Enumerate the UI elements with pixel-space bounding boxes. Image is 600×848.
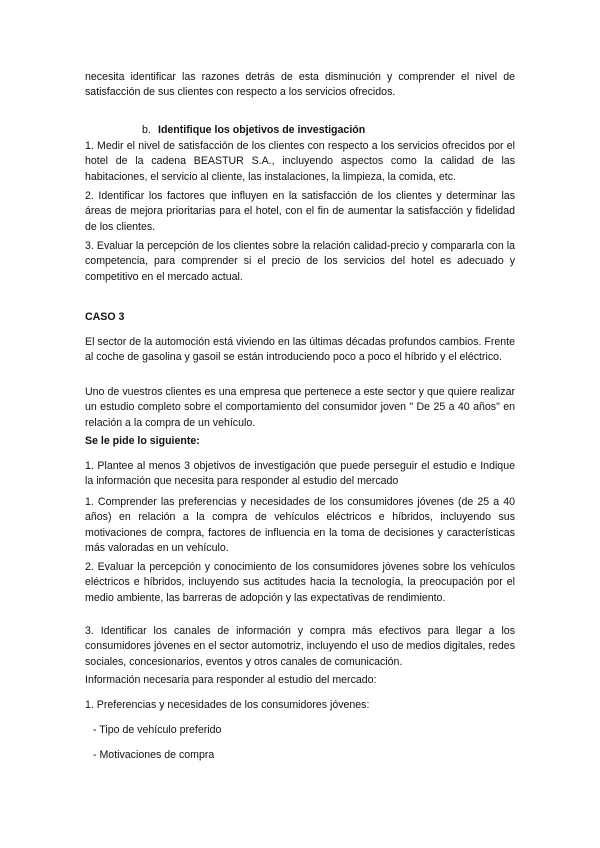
info-sub-item: - Motivaciones de compra	[93, 749, 215, 761]
info-sub-item: - Tipo de vehículo preferido	[93, 724, 222, 736]
caso2-objective-1: 1. Medir el nivel de satisfacción de los clientes con respecto a los servicios ofrecidos por el hotel de la cadena BEASTUR S.A., incluyendo aspectos como la calidad de las habitaciones, el servicio al cliente, las instalaciones, la limpieza, la comida, etc.	[85, 140, 515, 183]
caso3-objective-1: 1. Comprender las preferencias y necesidades de los consumidores jóvenes (de 25 a 40 años) en relación a la compra de vehículos eléctricos e híbridos, incluyendo sus motivaciones de compra, factores de influencia en la toma de decisiones y características más valoradas en un vehículo.	[85, 496, 515, 554]
caso2-objective-2: 2. Identificar los factores que influyen en la satisfacción de los clientes y determinar las áreas de mejora prioritarias para el hotel, con el fin de aumentar la satisfacción y fidelidad de los clientes.	[85, 190, 515, 233]
caso3-title: CASO 3	[85, 311, 125, 323]
section-b-letter: b.	[142, 124, 151, 136]
caso3-objective-3: 3. Identificar los canales de información y compra más efectivos para llegar a los consumidores jóvenes en el sector automotriz, incluyendo el uso de medios digitales, redes sociales, concesionarios, eventos y otros canales de comunicación.	[85, 625, 515, 668]
caso3-task: 1. Plantee al menos 3 objetivos de investigación que puede perseguir el estudio e Indique la información que necesita para responder al estudio del mercado	[85, 460, 515, 488]
caso3-objective-2: 2. Evaluar la percepción y conocimiento de los consumidores jóvenes sobre los vehículos eléctricos e híbridos, incluyendo sus actitudes hacia la tecnología, la preocupación por el medio ambiente, las barreras de adopción y las expectativas de rendimiento.	[85, 561, 515, 604]
caso3-paragraph-1: El sector de la automoción está viviendo en las últimas décadas profundos cambios. Frente al coche de gasolina y gasoil se están introduciendo poco a poco el híbrido y el eléctrico.	[85, 336, 515, 364]
caso3-pide-heading: Se le pide lo siguiente:	[85, 435, 200, 447]
section-b-heading	[142, 123, 522, 138]
intro-paragraph: necesita identificar las razones detrás de esta disminución y comprender el nivel de satisfacción de sus clientes con respecto a los servicios ofrecidos.	[85, 71, 515, 99]
caso3-paragraph-2: Uno de vuestros clientes es una empresa que pertenece a este sector y que quiere realizar un estudio completo sobre el comportamiento del consumidor joven " De 25 a 40 años" en relación a la compra de un vehículo.	[85, 386, 515, 429]
caso2-objective-3: 3. Evaluar la percepción de los clientes sobre la relación calidad-precio y compararla con la competencia, para comprender si el precio de los servicios del hotel es adecuado y competitivo en el mercado actual.	[85, 240, 515, 283]
info-heading: Información necesaria para responder al estudio del mercado:	[85, 674, 377, 686]
info-item-1: 1. Preferencias y necesidades de los consumidores jóvenes:	[85, 699, 370, 711]
section-b-title: Identifique los objetivos de investigación	[158, 124, 366, 136]
